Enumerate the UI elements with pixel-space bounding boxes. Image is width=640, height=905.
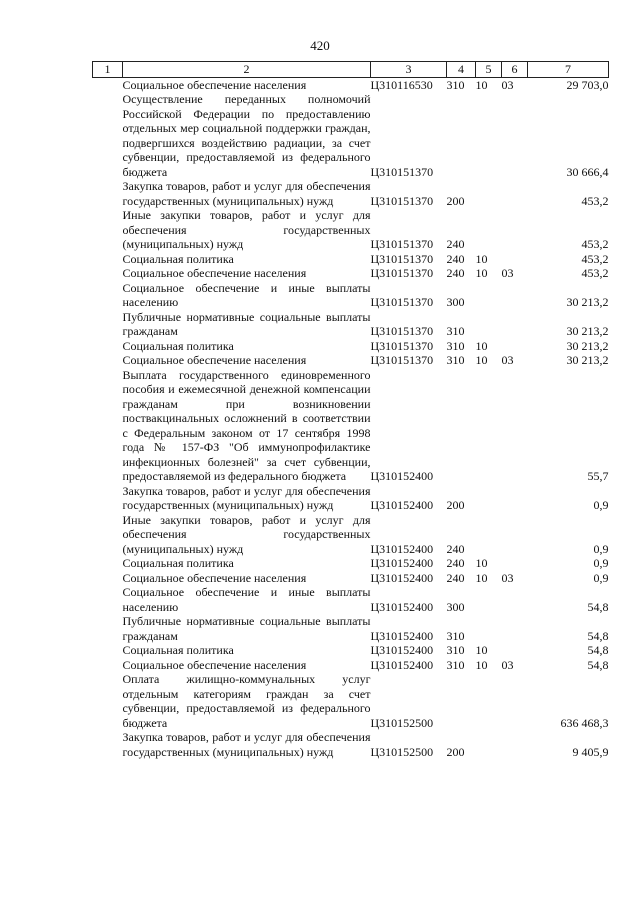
table-row (93, 614, 609, 643)
item-name: Оплата жилищно-коммунальных услуг отдельным категориям граждан за счет субвенции, предоставляемой из федерального бюджета (122, 672, 371, 730)
amount: 453,2 (581, 237, 609, 251)
item-name: Социальное обеспечение населения (122, 353, 307, 367)
amount: 54,8 (587, 657, 609, 672)
section (476, 672, 502, 730)
row-number-cell (93, 281, 123, 310)
subsection (502, 730, 528, 759)
item-name: Закупка товаров, работ и услуг для обеспечения государственных (муниципальных) нужд (122, 730, 371, 759)
section: 10 (475, 266, 488, 280)
column-header: 7 (528, 62, 609, 78)
column-header: 4 (447, 62, 476, 78)
expense-type: 310 (446, 77, 465, 92)
table-row (93, 339, 609, 354)
section: 10 (475, 353, 488, 367)
column-header: 6 (502, 62, 528, 78)
expense-type: 310 (446, 338, 465, 353)
subsection (502, 585, 528, 614)
section (476, 310, 502, 339)
table-row (93, 643, 609, 658)
item-name: Социальное обеспечение населения (122, 570, 307, 585)
column-header: 1 (93, 62, 123, 78)
table-row (93, 368, 609, 484)
target-code: Ц310151370 (370, 295, 434, 309)
section (476, 368, 502, 484)
table-body (93, 77, 609, 759)
section (476, 585, 502, 614)
column-header: 2 (123, 62, 371, 78)
subsection (502, 556, 528, 571)
row-number-cell (93, 252, 123, 267)
expense-type: 240 (446, 266, 465, 280)
target-code: Ц310152500 (370, 744, 434, 759)
row-number-cell (93, 643, 123, 658)
table-row (93, 77, 609, 92)
section (476, 484, 502, 513)
target-code: Ц310152400 (370, 599, 434, 614)
expense-type: 240 (446, 541, 465, 556)
item-name: Иные закупки товаров, работ и услуг для обеспечения государственных (муниципальных) нужд (122, 208, 371, 251)
column-header: 3 (371, 62, 447, 78)
amount: 9 405,9 (572, 744, 609, 759)
subsection: 03 (501, 77, 514, 92)
subsection: 03 (501, 266, 514, 280)
table-row (93, 585, 609, 614)
expense-type: 240 (446, 251, 465, 266)
item-name: Социальное обеспечение и иные выплаты населению (122, 280, 371, 309)
item-name: Социальное обеспечение населения (122, 77, 307, 92)
item-name: Социальная политика (122, 643, 234, 657)
table-row (93, 556, 609, 571)
row-number-cell (93, 266, 123, 281)
amount: 54,8 (587, 628, 609, 643)
subsection (502, 614, 528, 643)
subsection (502, 643, 528, 658)
target-code: Ц310152500 (370, 715, 434, 730)
row-number-cell (93, 730, 123, 759)
target-code: Ц310152400 (370, 628, 434, 643)
expense-type: 300 (446, 599, 465, 614)
table-row (93, 730, 609, 759)
section (476, 179, 502, 208)
expense-type: 240 (446, 570, 465, 585)
expense-type: 240 (446, 556, 465, 570)
target-code: Ц310151370 (370, 324, 434, 338)
row-number-cell (93, 614, 123, 643)
row-number-cell (93, 585, 123, 614)
expense-type: 310 (446, 324, 465, 338)
target-code: Ц310151370 (370, 164, 434, 179)
table-row (93, 672, 609, 730)
item-name: Осуществление переданных полномочий Российской Федерации по предоставлению отдельных мер социальной поддержки граждан, подвергшихся воздействию радиации, за счет субвенции, предоставляемой из федерального бюджета (122, 92, 371, 179)
amount: 30 213,2 (566, 295, 609, 309)
subsection (502, 208, 528, 252)
table-row (93, 513, 609, 557)
row-number-cell (93, 672, 123, 730)
subsection (502, 513, 528, 557)
amount: 0,9 (593, 541, 609, 556)
amount: 0,9 (593, 556, 609, 570)
item-name: Выплата государственного единовременного пособия и ежемесячной денежной компенсации гражданам при возникновении поствакцинальных осложнений в соответствии с Федеральным законом от 17 сентября 1998 года № 157-ФЗ "Об иммунопрофилактике инфекционных болезней" за счет субвенции, предоставляемой из федерального бюджета (122, 367, 371, 483)
amount: 0,9 (593, 498, 609, 512)
subsection (502, 281, 528, 310)
table-row (93, 266, 609, 281)
subsection (502, 672, 528, 730)
row-number-cell (93, 368, 123, 484)
row-number-cell (93, 556, 123, 571)
row-number-cell (93, 339, 123, 354)
target-code: Ц310152400 (370, 643, 434, 657)
target-code: Ц310152400 (370, 498, 434, 512)
target-code: Ц310152400 (370, 469, 434, 483)
section (476, 730, 502, 759)
target-code: Ц310151370 (370, 193, 434, 208)
expense-type: 310 (446, 628, 465, 643)
subsection (502, 310, 528, 339)
expense-type: 310 (446, 353, 465, 367)
item-name: Иные закупки товаров, работ и услуг для обеспечения государственных (муниципальных) нужд (122, 512, 371, 556)
subsection: 03 (501, 570, 514, 585)
table-row (93, 252, 609, 267)
amount: 636 468,3 (560, 715, 609, 730)
amount: 30 213,2 (566, 324, 609, 338)
expense-type: 200 (446, 744, 465, 759)
expense-type: 300 (446, 295, 465, 309)
table-row (93, 179, 609, 208)
section: 10 (475, 251, 488, 266)
amount: 453,2 (581, 266, 609, 280)
table-row (93, 658, 609, 673)
amount: 54,8 (587, 643, 609, 657)
target-code: Ц310152400 (370, 570, 434, 585)
item-name: Социальное обеспечение населения (122, 266, 307, 280)
target-code: Ц310152400 (370, 541, 434, 556)
subsection (502, 368, 528, 484)
amount: 0,9 (593, 570, 609, 585)
subsection: 03 (501, 657, 514, 672)
row-number-cell (93, 658, 123, 673)
row-number-cell (93, 92, 123, 179)
expense-type: 310 (446, 657, 465, 672)
row-number-cell (93, 353, 123, 368)
amount: 453,2 (581, 193, 609, 208)
amount: 55,7 (587, 469, 609, 483)
row-number-cell (93, 513, 123, 557)
section (476, 208, 502, 252)
row-number-cell (93, 179, 123, 208)
item-name: Социальное обеспечение населения (122, 657, 307, 672)
expense-type: 310 (446, 643, 465, 657)
item-name: Социальная политика (122, 338, 234, 353)
section: 10 (475, 657, 488, 672)
target-code: Ц310116530 (370, 77, 433, 92)
budget-table (92, 61, 609, 759)
table-row (93, 484, 609, 513)
target-code: Ц310152400 (370, 657, 434, 672)
subsection (502, 179, 528, 208)
item-name: Социальная политика (122, 556, 234, 570)
column-header: 5 (476, 62, 502, 78)
amount: 54,8 (587, 599, 609, 614)
expense-type: 200 (446, 498, 465, 512)
section: 10 (475, 556, 488, 570)
target-code: Ц310151370 (370, 237, 434, 251)
amount: 30 213,2 (566, 353, 609, 367)
amount: 453,2 (581, 251, 609, 266)
section: 10 (475, 643, 488, 657)
subsection (502, 339, 528, 354)
header-row (93, 62, 609, 78)
row-number-cell (93, 310, 123, 339)
expense-type (447, 368, 476, 484)
section (476, 614, 502, 643)
table-row (93, 571, 609, 586)
table-row (93, 310, 609, 339)
amount: 30 666,4 (566, 164, 609, 179)
table-row (93, 208, 609, 252)
expense-type (447, 92, 476, 179)
subsection: 03 (501, 353, 514, 367)
item-name: Публичные нормативные социальные выплаты гражданам (122, 614, 371, 643)
subsection (502, 92, 528, 179)
page-number: 420 (310, 38, 330, 53)
row-number-cell (93, 208, 123, 252)
item-name: Социальная политика (122, 251, 234, 266)
item-name: Закупка товаров, работ и услуг для обеспечения государственных (муниципальных) нужд (122, 179, 371, 208)
row-number-cell (93, 77, 123, 92)
item-name: Публичные нормативные социальные выплаты гражданам (122, 309, 371, 338)
section (476, 513, 502, 557)
expense-type: 200 (446, 193, 465, 208)
section: 10 (475, 570, 488, 585)
item-name: Социальное обеспечение и иные выплаты населению (122, 585, 371, 614)
expense-type: 240 (446, 237, 465, 251)
amount: 29 703,0 (566, 77, 609, 92)
expense-type (447, 672, 476, 730)
target-code: Ц310151370 (370, 251, 434, 266)
target-code: Ц310151370 (370, 338, 434, 353)
item-name: Закупка товаров, работ и услуг для обеспечения государственных (муниципальных) нужд (122, 483, 371, 512)
target-code: Ц310151370 (370, 266, 434, 280)
row-number-cell (93, 571, 123, 586)
table-row (93, 281, 609, 310)
subsection (502, 484, 528, 513)
target-code: Ц310152400 (370, 556, 434, 570)
amount: 30 213,2 (566, 338, 609, 353)
section (476, 281, 502, 310)
table-row (93, 92, 609, 179)
section: 10 (475, 77, 488, 92)
target-code: Ц310151370 (370, 353, 434, 367)
table-row (93, 353, 609, 368)
subsection (502, 252, 528, 267)
section (476, 92, 502, 179)
section: 10 (475, 338, 488, 353)
row-number-cell (93, 484, 123, 513)
